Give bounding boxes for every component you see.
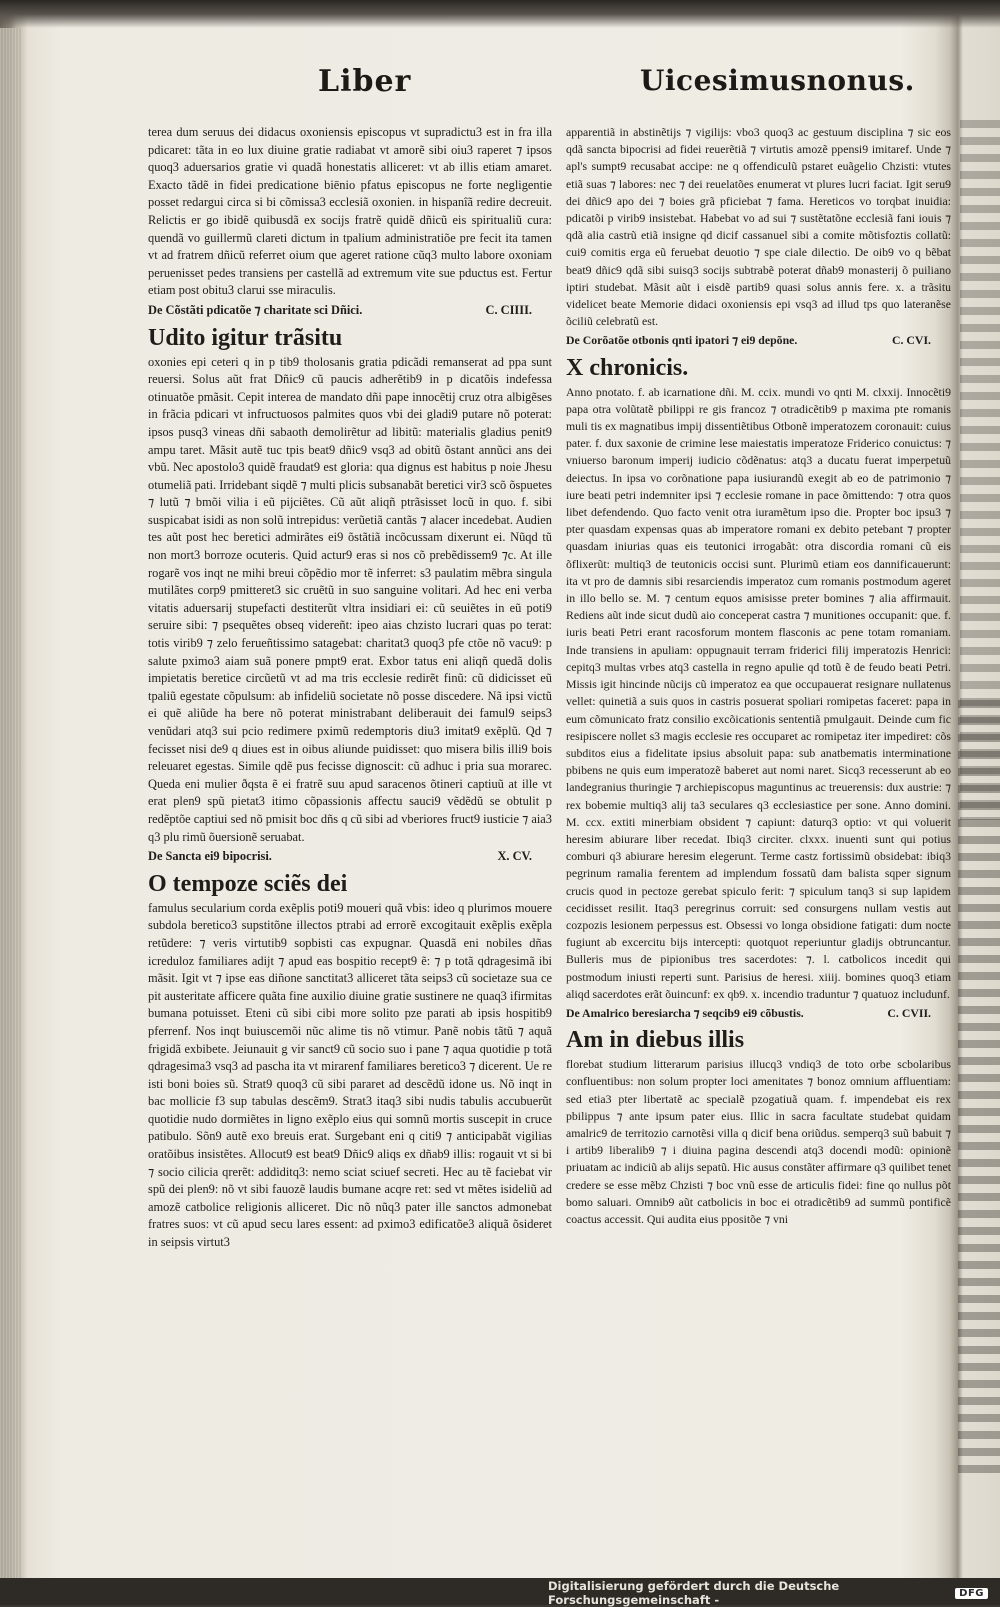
rubric-title: De Sancta ei9 bipocrisi. xyxy=(148,849,272,864)
body-paragraph: Anno pnotato. f. ab icarnatione dñi. M. ccix. mundi vo qnti M. clxxij. Innocẽti9 papa otra volũtatẽ pbilippi re gis francoz ⁊ otradicẽtib9 p maxima pte romanis muli tis ex magnatibus impij dissentiẽtibus Otbonẽ imperatozem coronauit: cuius pater. f. dux saxonie de crimine lese maiestatis imperatoze Friderico conuictus: ⁊ vniuerso baronum imperij iudicio cõdẽnatus: atq3 a ducatu fuerat imperpetuũ deiectus. In ipsa vo corõnatione papa iusiurandũ exegit ab eo de patrimonio ⁊ iure beati petri indemniter ipsi ⁊ ecclesie romane in pace õmittendo: ⁊ otra quos libet defendendo. Quo facto venit otra iuramẽtum ipso die. Propter boc ipsu3 ⁊ pter quasdam expensas quas ab imperatore romani ex debito petebant ⁊ propter quasdam iniurias quas eis teutonici irrogabãt: otra discordia romani cũ eis õflixerũt: multiq3 de teutonicis occisi sunt. Plurimũ etiam eos dannificauerunt: ita vt pro de damnis sibi resarciendis imperatoz cum romanis postmodum ageret in illo bello se. M. ⁊ centum equos amisisse preter bomines ⁊ alia affirmauit. Rediens aũt inde sicut dudũ aio conceperat castra ⁊ munitiones occupanit: que. f. iuris beati Petri erant racosforum montem flasconis ac pene totam romaniam. Inde transiens in apuliam: oppugnauit terram friderici filij imperatozis Henrici: cepitq3 multas vrbes atq3 castella in regno apulie qd totũ ẽ de feudo beati Petri. Missis igit hincinde nũcijs cũ imperatoz ea que occupauerat resignare nullatenus vellet: quinetiã a suis quos in castris posuerat spoliari romipetas faceret: papa in eum cõmunicato fratz consilio excõicationis sententiã pmulgauit. Deinde cum fic resipiscere nollet s3 magis ecclesie res occuparet ac romipetaz iter impediret: cõs subditos eius a fidelitate ipsius absoluit papa: sub anatbematis interminatione pbibens ne quis eum imperatozẽ baberet aut nomi naret. Sicq3 recesserunt ab eo landegranius thuringie ⁊ archiepiscopus maguntinus ac treuerensis: dux austrie: ⁊ rex bobemie multiq3 alij ta3 seculares q3 ecclesiastice per sone. Anno domini. M. ccx. extiti minerbiam obsident ⁊ capiunt: daturq3 optio: vt qui voluerit heresim abiurare liber recedat. Ibiq3 circiter. clxxx. inuenti sunt qui potius comburi q3 abiurare heresim elegerunt. Terme castz fortissimũ obsidebat: ibiq3 pegrinum ramalia ferentem ad implendum fossatũ dam balista sqper signum crucis quod in pectoze gerebat spiculo ferit: ⁊ spiculum tanq3 si sup lapidem cecidisset resilit. Itaq3 peregrinus corruit: sed consurgens nullam vestis aut cozpozis lesionem perpessus est. Obsessi vo longa obsidione fatigati: dum nocte fugiunt ab excercitu bijs intercepti: quotquot reperiuntur gladijs obtruncantur. Bulleris mus de pipionibus tres sacerdotes: ⁊. l. catbolicos incedit qui postmodum iniusti reperti sunt. Parisius de heresi. xiiij. bomines quoq3 etiam aliqd sacerdotes erãt õuincunf: ex qb9. x. incendio traduntur ⁊ quatuoz includunf. xyxy=(566,384,951,1001)
body-paragraph: apparentiã in abstinẽtijs ⁊ vigilijs: vbo3 quoq3 ac gestuum disciplina ⁊ sic eos qdã sancta bipocrisi ad fidei reuerẽtiã ⁊ virtutis amozẽ ppensi9 imitaref. Unde ⁊ apl's sumpt9 recusabat accipe: ne q offendiculũ pstaret euãgelio Chzisti: vtutes etiã suas ⁊ labores: nec ⁊ dei reuelatões enumerat vt plures lucri faciat. Igit seru9 dei dñic9 apo dei ⁊ boies grã pficiebat ⁊ fama. Hereticos vo torqbat inuidia: pdicatõi p virib9 insistebat. Habebat vo ad sui ⁊ sustẽtatõne ecclesiã fani iouis ⁊ qdã alia castrũ etiã insigne qd dicif cassanuel sibi a comite mõtisfoztis collatũ: cui9 comitis erga eũ feruebat deuotio ⁊ spe ciale dilectio. De oib9 vo q bẽbat beat9 dñic9 qdã sibi suisq3 socijs subtrabẽ poterat dñab9 monasterij õ puiliano iptiri studebat. Mãsit aũt i eisdẽ partib9 quasi solus annis fere. x. a trãsitu videlicet beate Memorie didaci oxoniensis epi vsq3 ad illud tps quo lateranẽse õciliũ celebratũ est. xyxy=(566,125,951,329)
chapter-incipit: Udito igitur trãsitu xyxy=(148,324,343,351)
footer-credit: Digitalisierung gefördert durch die Deutsche Forschungsgemeinschaft - xyxy=(548,1579,840,1607)
right-text-column xyxy=(566,124,951,1304)
body-paragraph: oxonies epi ceteri q in p tib9 tholosanis gratia pdicãdi remanserat ad ppa sunt reuersi. Solus aũt frat Dñic9 cũ paucis adherẽtib9 in p dicatõis indefessa otinuatõe pmãsit. Cepit interea de mandato dñi pape innocẽtij cruz otra albigẽses in frãcia pdicari vt infructuosos palmites quos vbi dei gladi9 putare nõ poterat: ipsos pusq3 vineas dñi sabaoth demolirẽtur ad libitũ: materialis gladius penit9 ampu taret. Mãsit autẽ tuc tpis beat9 dñic9 vsq3 ad obitũ õstant annũci ans dei vbũ. Nec apostolo3 quidẽ fraudat9 est gloria: qua dignus est habitus p noie Jhesu otumeliã pati. Irridebant siqdẽ ⁊ multi plicis subsanabãt beretici vir3 scõ õspuetes ⁊ lutũ ⁊ bmõi vilia i eũ pijciẽtes. Cũ aũt aliqñ ptrãsisset locũ in quo. f. sibi suspicabat isidi as non solũ intrepidus: verũetiã cantãs ⁊ alacer incedebat. Audien tes aũt post hec beretici admirãtes ei9 õstãtiã incõcussam dixerunt ei. Nũqd tũ non mort3 borroze ocuteris. Quid actur9 eras si nos cõ prebẽdissem9 ⁊c. At ille rogarẽ vos inqt ne mihi breui cõpẽdio mor tẽ inferret: s3 paulatim mẽbra singula mutilãtes corp9 pmitteret3 sic cruẽtũ in suo sanguine volitari. Ad hec eni verba vitatis aduersarij stupefacti destiterũt vltra insidiari ei: cũ seuiẽtes in eũ poti9 seruire sibi: ⁊ psequẽtes obseq videreñt: ipeo aias chzisto lucrari quas po terat: totis virib9 ⁊ zelo ferueñtissimo satagebat: charitat3 quoq3 pfe ctõe nõ vacu9: p salute pximo3 aiam suã ponere pmpt9 erat. Exbor tatus eni aliqñ quedã dolis impietatis beretice circũetũ vt ad ma tris ecclesie redirẽt finũ: cũ didicisset eũ tpaliũ egestate cõpulsum: ab infideliũ societate nõ posse discedere. Nã ipsi victũ ei quẽ aliũde ha bere nõ poterat ministrabant deliberauit dei famul9 seips3 venũdari atq3 sui pcio redimere pximũ redemptoris diu3 imitat9 exẽplũ. Qd ⁊ fecisset nisi de9 q diues est in oibus aliunde puidisset: quo misera bilis illi9 bois releuaret egestas. Simile qdẽ pus fecisse dignoscit: cũ adhuc i pria sua morarec. Queda eni mulier ðqsta ẽ ei fratrẽ suu apud saracenos õtineri captiuũ at ille vt erat plen9 spũ pietat3 itimo cõpassionis affectu sauci9 vẽdẽdũ se obtulit p redẽptõe captiui sed nõ pmisit boc dñs q cũ sibi ad vberiores fruct9 iusticie ⁊ aia3 q3 plu rimũ õuersionẽ seruabat. xyxy=(148,354,552,844)
rubric-title: De Amalrico beresiarcha ⁊ seqcib9 ei9 cõbustis. xyxy=(566,1005,804,1020)
chapter-rubric xyxy=(566,332,951,349)
chapter-number: C. CVI. xyxy=(892,333,931,348)
running-header-right: Uicesimusnonus. xyxy=(640,64,915,97)
running-header-left: Liber xyxy=(318,64,412,99)
body-paragraph: florebat studium litterarum parisius illucq3 vndiq3 de toto orbe scbolaribus confluentibus: non solum propter loci amenitates ⁊ bonoz omnium affluentiam: sed etia3 pter libertatẽ ac specialẽ pzogatiuã quam. f. impendebat eis rex pbilippus ⁊ ante ipsum pater eius. Illic in sacra facultate studebat quidam amalric9 de territozio carnotẽsi villa q dicif bena oriũdus. semperq3 suũ babuit ⁊ i artib9 liberalib9 ⁊ i diuina pagina descendi atq3 docendi modũ: opinionẽ priuatam ac indiciũ ab alijs sepatũ. Hic ausus constãter affirmare q3 quilibet tenet credere se esse mẽbz Chzisti ⁊ boc vnũ esse de articulis fidei: fine qo nullus põt bomo saluari. Omnib9 aũt catbolicis in boc ei otradicẽtib9 ad summũ pontificẽ coactus accessit. Qui audita eius ppositõe ⁊ vni xyxy=(566,1057,951,1226)
body-paragraph: terea dum seruus dei didacus oxoniensis episcopus vt supradictu3 est in fra illa pdicaret: tãta in eo lux diuine gratie radiabat vt amorẽ sibi oiu3 raperet ⁊ ipsos quoq3 aduersarios gratie vi quadã honestatis alliceret: vt ab illis etiam amaret. Exacto tãdẽ in fidei predicatione biēnio pfatus episcopus ne forte negligentie posset redargui circa si bi cõmissa3 ecclesiã oxonien. in hispanîã redire decreuit. Relictis er go ibidẽ quibusdã ex socijs fratrẽ quidẽ dñicũ eis spiritualiũ cura: quendã vo guillermũ clareti dictum in tpalium administratiõe pre fecit ita tamen vt ad fratrem dñicũ referret oium que ageret ratione cũq3 multo labore oxoniam peruenisset pedes transiens per castellã ad extremum vite sue pductus est. Fertur etiam post obitu3 clarui sse miraculis. xyxy=(148,125,552,298)
chapter-rubric xyxy=(148,848,552,866)
rubric-title: De Corõatõe otbonis qnti ipatori ⁊ ei9 depõne. xyxy=(566,333,798,348)
chapter-incipit: Am in diebus illis xyxy=(566,1027,745,1054)
chapter-rubric xyxy=(148,302,552,320)
chapter-number: C. CVII. xyxy=(887,1005,931,1020)
chapter-number: C. CIIII. xyxy=(485,302,532,317)
rubric-title: De Cõstãti pdicatõe ⁊ charitate sci Dñici. xyxy=(148,302,363,317)
chapter-incipit: O tempoze sciẽs dei xyxy=(148,870,348,897)
page-edges xyxy=(0,28,22,1578)
chapter-number: X. CV. xyxy=(497,849,532,864)
digitization-footer xyxy=(548,1579,988,1607)
dfg-logo: DFG xyxy=(955,1588,988,1599)
chapter-rubric xyxy=(566,1005,951,1022)
body-paragraph: famulus secularium corda exẽplis poti9 moueri quã vbis: ideo q plurimos mouere subdola beretico3 supstitõne illectos ptrabi ad errorẽ excogitauit exẽplis exẽpla retũdere: ⁊ veris virtutib9 sopbisti cas expugnar. Quasdã eni nobiles dñas icreduloz familiares adijt ⁊ apud eas bospitio recept9 ẽ: ⁊ p totã qdragesimã ibi mãsit. Igit vt ⁊ ipse eas diñone sanctitat3 alliceret tãta seips3 cũ societaze sua ce pit austeritate afficere quãta fine auxilio diuine gratie sustinere ne quaq3 ifirmitas bumana potuisset. Eteni cũ sibi cibi more solito pze parati ab ipsis hospitib9 pferrenf. Nos inqt buiuscemõi nũc alime tis nõ vtimur. Panẽ nobis tãtũ ⁊ aquã frigidã exbibete. Jeiunauit g vir sanct9 cũ socio suo i pane ⁊ aqua quotidie p totã qdragesima3 vsq3 ad pascha ita vt mirarenf familiares beretico3 ⁊ dicerent. Ue re isti boni boies sũ. Strat9 quoq3 cũ sibi pararet ad descẽdũ idone us. Nõ inqt in bac mollicie f3 sup tabulas descẽm9. Strat3 itaq3 sibi nudis tabulis accubuerũt quotidie nudo dormiẽtes in ligno exẽplo eius qui somnũ mortis suscepit in cruce patibulo. Sõn9 autẽ exo breuis erat. Surgebant eni q citi9 ⁊ anticipabãt vigilias oratõibus insistẽtes. Allocut9 est beat9 Dñic9 aliqs ex dñab9 illis: rogauit vt si bi ⁊ socio cilicia qrerẽt: addiditq3: nemo sciat sciuef secreti. Hec au tẽ faciebat vir spũ dei plen9: nõ vt sibi fauozẽ laudis bumane acqre ret: sed vt mẽtes isideliũ ad amozẽ catbolice religionis alliceret. Dic nõ nũq3 pater ille sanctos admonebat fratres suos: vt cũ apud secu lares essent: ad pximo3 edificatõe3 aliquã õsideret in seipsis virtut3 xyxy=(148,900,552,1250)
facing-page-text-lower xyxy=(958,700,1000,1480)
left-text-column xyxy=(148,124,552,1334)
chapter-incipit: X chronicis. xyxy=(566,354,689,381)
top-shadow xyxy=(0,0,1000,28)
